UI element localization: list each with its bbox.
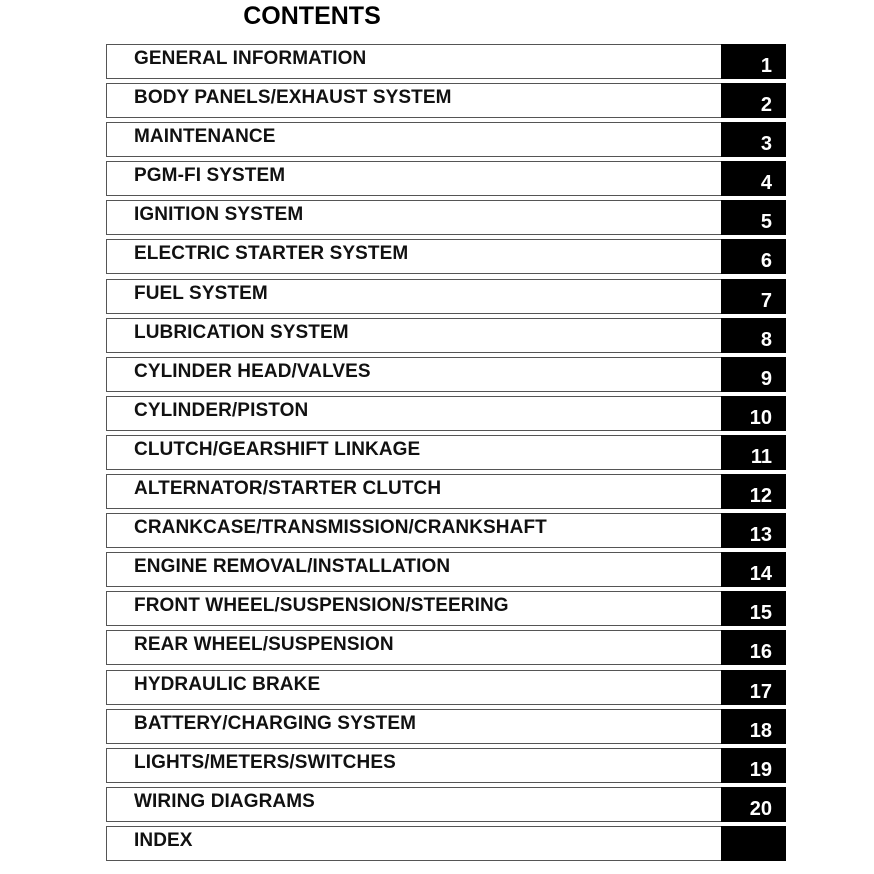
section-label: INDEX [134, 829, 193, 851]
section-label: CYLINDER/PISTON [134, 399, 309, 421]
contents-row[interactable] [106, 826, 786, 861]
section-number: 14 [749, 563, 772, 586]
section-label: ENGINE REMOVAL/INSTALLATION [134, 556, 451, 578]
section-number: 10 [749, 406, 772, 429]
section-number: 13 [749, 524, 772, 547]
section-number: 9 [760, 367, 772, 390]
section-number: 5 [760, 211, 772, 234]
section-number: 2 [760, 94, 772, 117]
section-number: 4 [760, 172, 772, 195]
section-number: 15 [749, 602, 772, 625]
contents-list [106, 44, 786, 865]
contents-row[interactable] [106, 670, 786, 705]
section-tab[interactable] [721, 318, 786, 353]
section-label: CYLINDER HEAD/VALVES [134, 360, 371, 382]
section-number: 12 [749, 485, 772, 508]
section-tab[interactable] [721, 826, 786, 861]
section-number: 16 [749, 641, 772, 664]
section-label: BODY PANELS/EXHAUST SYSTEM [134, 87, 452, 109]
contents-row[interactable] [106, 357, 786, 392]
section-number: 3 [760, 133, 772, 156]
section-label: IGNITION SYSTEM [134, 204, 304, 226]
contents-row[interactable] [106, 513, 786, 548]
section-label: FUEL SYSTEM [134, 282, 268, 304]
section-number: 11 [750, 445, 772, 468]
contents-row[interactable] [106, 630, 786, 665]
section-tab[interactable] [721, 591, 786, 626]
section-label: ALTERNATOR/STARTER CLUTCH [134, 478, 442, 500]
section-label: WIRING DIAGRAMS [134, 790, 315, 812]
contents-row[interactable] [106, 200, 786, 235]
contents-row[interactable] [106, 474, 786, 509]
contents-row[interactable] [106, 122, 786, 157]
section-tab[interactable] [721, 279, 786, 314]
section-tab[interactable] [721, 709, 786, 744]
section-label: PGM-FI SYSTEM [134, 165, 286, 187]
section-tab[interactable] [721, 122, 786, 157]
section-label: FRONT WHEEL/SUSPENSION/STEERING [134, 595, 509, 617]
contents-row[interactable] [106, 435, 786, 470]
section-label: HYDRAULIC BRAKE [134, 673, 321, 695]
section-label: LUBRICATION SYSTEM [134, 321, 349, 343]
section-tab[interactable] [721, 396, 786, 431]
contents-row[interactable] [106, 396, 786, 431]
section-tab[interactable] [721, 748, 786, 783]
section-tab[interactable] [721, 44, 786, 79]
section-tab[interactable] [721, 200, 786, 235]
section-label: MAINTENANCE [134, 126, 276, 148]
section-tab[interactable] [721, 83, 786, 118]
contents-row[interactable] [106, 787, 786, 822]
section-number: 6 [760, 250, 772, 273]
section-tab[interactable] [721, 239, 786, 274]
section-label: LIGHTS/METERS/SWITCHES [134, 751, 396, 773]
section-tab[interactable] [721, 670, 786, 705]
section-label: CRANKCASE/TRANSMISSION/CRANKSHAFT [134, 517, 547, 539]
section-tab[interactable] [721, 435, 786, 470]
section-tab[interactable] [721, 474, 786, 509]
section-number: 1 [760, 55, 772, 77]
section-number: 19 [749, 758, 772, 781]
contents-row[interactable] [106, 239, 786, 274]
contents-row[interactable] [106, 552, 786, 587]
section-number: 20 [749, 797, 772, 820]
contents-row[interactable] [106, 279, 786, 314]
section-label: ELECTRIC STARTER SYSTEM [134, 243, 409, 265]
contents-row[interactable] [106, 748, 786, 783]
section-number: 18 [749, 719, 772, 742]
section-tab[interactable] [721, 161, 786, 196]
contents-row[interactable] [106, 591, 786, 626]
section-number: 17 [749, 680, 772, 703]
page-title: CONTENTS [243, 2, 381, 30]
section-tab[interactable] [721, 630, 786, 665]
section-label: CLUTCH/GEARSHIFT LINKAGE [134, 438, 421, 460]
contents-row[interactable] [106, 318, 786, 353]
contents-row[interactable] [106, 161, 786, 196]
section-number: 7 [760, 289, 772, 312]
section-label: REAR WHEEL/SUSPENSION [134, 634, 394, 656]
section-number: 8 [760, 328, 772, 351]
section-label: BATTERY/CHARGING SYSTEM [134, 712, 417, 734]
section-tab[interactable] [721, 787, 786, 822]
section-label: GENERAL INFORMATION [134, 48, 367, 69]
section-tab[interactable] [721, 513, 786, 548]
contents-row[interactable] [106, 83, 786, 118]
contents-row[interactable] [106, 44, 786, 79]
section-tab[interactable] [721, 552, 786, 587]
contents-row[interactable] [106, 709, 786, 744]
section-tab[interactable] [721, 357, 786, 392]
